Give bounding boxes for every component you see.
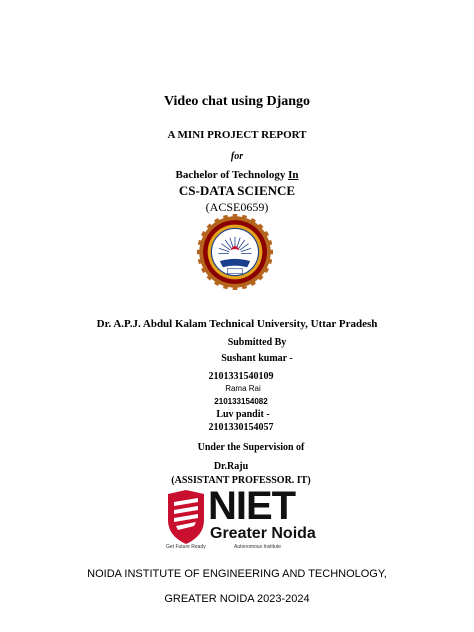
institute-name: NOIDA INSTITUTE OF ENGINEERING AND TECHNOLOGY, (87, 568, 387, 580)
student-1-roll: 2101331540109 (208, 371, 274, 382)
report-type: A MINI PROJECT REPORT (167, 129, 307, 141)
for-label: for (230, 151, 244, 162)
supervision-label: Under the Supervision of (197, 442, 305, 453)
student-3-roll: 2101330154057 (208, 422, 274, 433)
niet-autonomous: Autonomous Institute (234, 544, 281, 550)
niet-city: Greater Noida (210, 525, 316, 542)
degree-line (0, 169, 474, 181)
university-name: Dr. A.P.J. Abdul Kalam Technical University, Uttar Pradesh (96, 318, 378, 330)
submitted-by-label: Submitted By (227, 337, 287, 348)
city-year: GREATER NOIDA 2023-2024 (164, 593, 310, 605)
university-seal-logo (197, 214, 273, 290)
supervisor-name: Dr.Raju (213, 461, 249, 472)
student-2-roll: 210133154082 (214, 397, 268, 406)
degree-prefix: Bachelor of Technology (175, 169, 286, 181)
supervisor-role: (ASSISTANT PROFESSOR. IT) (171, 475, 311, 486)
course-code: (ACSE0659) (205, 200, 269, 214)
degree-in: In (288, 169, 299, 181)
student-1-name: Sushant kumar - (221, 353, 293, 364)
project-title: Video chat using Django (163, 94, 311, 109)
niet-tagline: Get Future Ready (166, 544, 206, 550)
student-3-name: Luv pandit - (216, 409, 270, 420)
niet-emblem-icon (166, 490, 206, 544)
branch-name: CS-DATA SCIENCE (178, 183, 296, 198)
niet-wordmark: NIET (208, 484, 296, 528)
student-2-name: Rama Rai (225, 384, 261, 393)
niet-logo (166, 484, 316, 554)
